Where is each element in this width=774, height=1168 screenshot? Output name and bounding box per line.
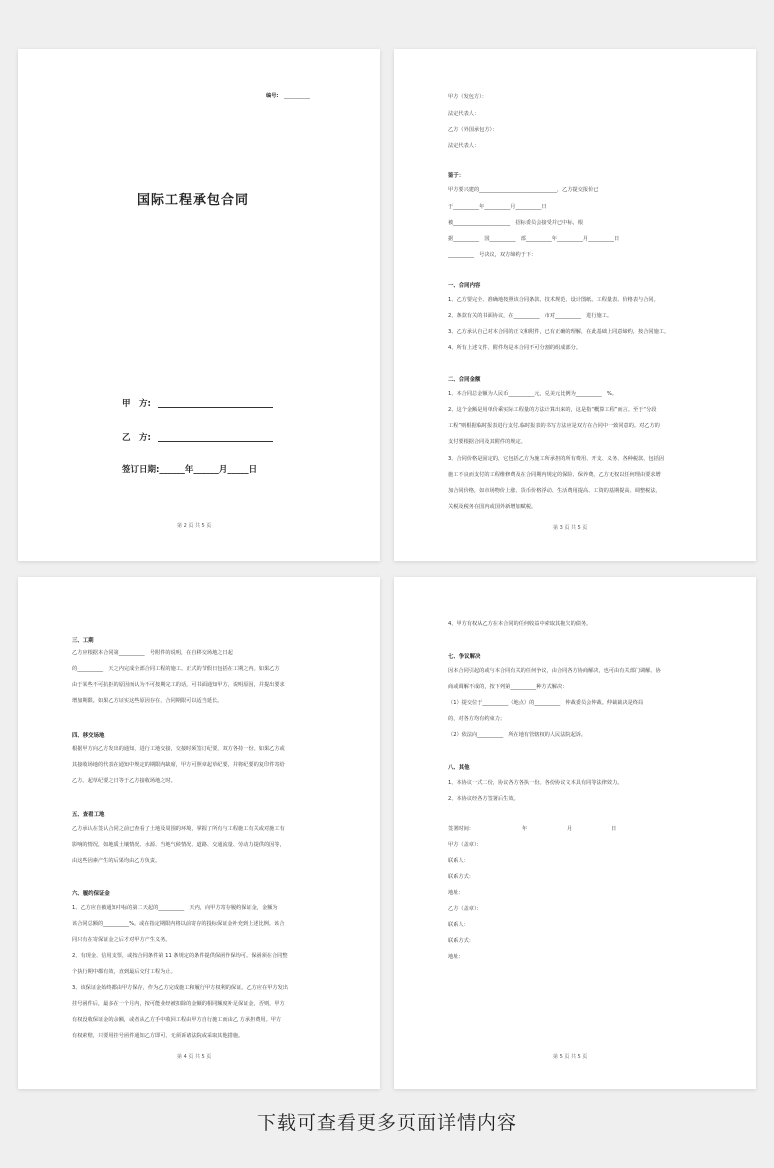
party-b-rep-field: 法定代表人： bbox=[448, 143, 480, 149]
sign-time-day: 日 bbox=[611, 826, 617, 832]
clause-line: 个执行期中都有效，直到最后交付工程为止。 bbox=[72, 969, 176, 975]
clause-line: 加合同价格，如市场物价上涨、货币价格浮动、生活费用提高、工资的基期提高、调整税法、 bbox=[448, 488, 661, 494]
clause-line: 支付要根据合同及其附件的规定。 bbox=[448, 439, 526, 445]
section-title: 六、履约保证金 bbox=[72, 891, 110, 897]
clause-line: 1、乙方应自被通知中标的第二天起的__________ 天内，向甲方寄存履约保证金，金额为 bbox=[72, 905, 278, 911]
contract-page-3 bbox=[18, 577, 380, 1089]
party-a-rep-field: 法定代表人： bbox=[448, 111, 480, 117]
clause-line: 挂号函件后，最多在一个月内，按可能业经被扣除的金额的相同额度补足保证金，否则，甲方 bbox=[72, 1001, 285, 1007]
clause-line: 其接收场地的代表在通知中规定的期限内缺席，甲方可照章起草纪要，并将纪要的复印件寄给 bbox=[72, 762, 285, 768]
contract-page-cover bbox=[18, 49, 380, 561]
page-number: 第 3 页 共 5 页 bbox=[553, 525, 588, 531]
whereas-line: 甲方要兴建的______________________________，乙方提交报价已 bbox=[448, 187, 599, 193]
signature-field: 地址： bbox=[448, 954, 464, 960]
clause-line: 根据甲方向乙方发出的通知，进行工地交接，交接时须签订纪要，双方各持一份。如果乙方或 bbox=[72, 746, 285, 752]
clause-line: 1、本协议一式二份，协议各方各执一份。各份协议文本具有同等法律效力。 bbox=[448, 780, 623, 786]
whereas-line: 据__________ 国__________ 部__________年__________月__________日 bbox=[448, 236, 620, 242]
clause-line: 2、本协议经各方签署后生效。 bbox=[448, 796, 519, 802]
contract-page-2 bbox=[394, 49, 756, 561]
section-title: 三、工期 bbox=[72, 638, 94, 644]
clause-line: 2、条款有关的书面协议，在__________ 市对__________ 进行施工。 bbox=[448, 313, 613, 319]
clause-line: 同只有在寄保证金之后才对甲方产生义务。 bbox=[72, 937, 171, 943]
clause-line: 影响的情况，如地质土壤情况、水源、当地气候情况、道路、交通流量、劳动力提供的因等， bbox=[72, 842, 285, 848]
clause-line: 3、该保证金始终都由甲方保存，作为乙方完成施工和履行甲方权利的保证。乙方应在甲方发出 bbox=[72, 985, 288, 991]
clause-line: 施工不良而支付的工程维修费及在合同期内规定的保险、保养费。乙方无权以任何理由要求增 bbox=[448, 472, 661, 478]
contract-number-blank: __________ bbox=[284, 93, 310, 99]
clause-line: 乙方承认在签认合同之前已查看了土地及周围的环境，掌握了所有与工程施工有关或对施工有 bbox=[72, 826, 285, 832]
clause-line: 该合同总额的__________%。或在指定期限内将以前寄存的投标保证金补充到上述比例。该合 bbox=[72, 921, 285, 927]
party-b-line bbox=[158, 441, 273, 442]
footer-caption: 下载可查看更多页面详情内容 bbox=[256, 1112, 517, 1134]
clause-line: （2）依法向__________ 所在地有管辖权的人民法院起诉。 bbox=[448, 732, 587, 738]
whereas-line: 于__________年__________月__________日 bbox=[448, 204, 547, 210]
party-b-field: 乙方（外国承包方）： bbox=[448, 127, 498, 133]
party-a-field: 甲方（发包方）： bbox=[448, 94, 487, 100]
clause-line: 3、合同价格是固定的，它包括乙方为施工所承担的所有费用、开支、义务、各种税款，包括因 bbox=[448, 456, 664, 462]
clause-line: 3、乙方承认自己对本合同的正文和附件，已有正确的理解，在此基础上同意缔约，按合同施工。 bbox=[448, 329, 670, 335]
contract-number-label: 编号: bbox=[266, 93, 279, 99]
sign-time-label: 签署时间： bbox=[448, 826, 474, 832]
clause-line: 乙方。起草纪要之日等于乙方接收场地之时。 bbox=[72, 778, 176, 784]
contract-title: 国际工程承包合同 bbox=[137, 193, 250, 208]
clause-line: 由于某些不可抗拒的原因而认为不可按期完工的话，可书面通知甲方，说明原因，并提出要求 bbox=[72, 682, 285, 688]
signature-field: 联系人： bbox=[448, 858, 469, 864]
clause-line: 乙方应根据本合同第__________ 号附件的说明，在自移交场地之日起 bbox=[72, 650, 233, 656]
clause-line: 增加期限。如果乙方证实这些原因存在，合同期限可以适当延长。 bbox=[72, 698, 223, 704]
clause-line: 的，对各方均有约束力； bbox=[448, 716, 506, 722]
clause-line: 4、甲方有权从乙方在本合同的任何收益中索取其拖欠的债务。 bbox=[448, 621, 592, 627]
clause-line: 有权没收保证金的余额，或者从乙方手中收回工程由甲方自行施工而由乙 方承担费用。甲方 bbox=[72, 1017, 282, 1023]
clause-line: 因本合同引起的或与本合同有关的任何争议，由合同各方协商解决，也可由有关部门调解。协 bbox=[448, 668, 661, 674]
clause-line: 商或调解不成的，按下列第__________种方式解决： bbox=[448, 684, 568, 690]
section-title: 五、查看工地 bbox=[72, 812, 105, 818]
page-number: 第 2 页 共 5 页 bbox=[177, 523, 212, 529]
clause-line: （1）提交位于__________（地点）的__________ 仲裁委员会仲裁。仲裁裁决是终局 bbox=[448, 700, 644, 706]
signature-field: 联系人： bbox=[448, 922, 469, 928]
sign-date: 签订日期:______年______月_____日 bbox=[122, 465, 258, 475]
party-a-line bbox=[158, 407, 273, 408]
party-a-label: 甲 方: bbox=[122, 399, 151, 409]
clause-line: 关税及税务在国内或国外新增加赋税。 bbox=[448, 504, 537, 510]
section-title: 七、争议解决 bbox=[448, 654, 481, 660]
clause-line: 有权索赔，只要用挂号函件通知乙方即可，无须诉诸法院或采取其他措施。 bbox=[72, 1033, 244, 1039]
page-number: 第 5 页 共 5 页 bbox=[553, 1054, 588, 1060]
whereas-title: 鉴于： bbox=[448, 173, 465, 179]
contract-page-4 bbox=[394, 577, 756, 1089]
section-title: 八、其他 bbox=[448, 765, 470, 771]
sign-time-month: 月 bbox=[567, 826, 573, 832]
signature-field: 联系方式： bbox=[448, 874, 474, 880]
clause-line: 由这些因素产生的后果均由乙方负责。 bbox=[72, 858, 161, 864]
signature-field: 地址： bbox=[448, 890, 464, 896]
section-title: 四、移交场地 bbox=[72, 733, 105, 739]
signature-field: 联系方式： bbox=[448, 938, 474, 944]
clause-line: 1、本合同总金额为人民币__________元，兑美元比例为__________ %。 bbox=[448, 391, 618, 397]
whereas-line: 被______________________ 招标委员会接受并已中标，根 bbox=[448, 220, 583, 226]
clause-line: 2、有现金、信用支票，或按合同条件第 11 条规定的条件提供保函作保均可。保函须在合同整 bbox=[72, 953, 288, 959]
whereas-line: __________ 号决议，双方缔约于下： bbox=[448, 252, 537, 258]
page-number: 第 4 页 共 5 页 bbox=[177, 1054, 212, 1060]
clause-line: 2、这个金额是用单价乘实际工程量的方法计算出来的，这是指“概算工程”而言。至于“分段 bbox=[448, 407, 657, 413]
clause-line: 4、所有上述文件、附件均是本合同不可分割的组成部分。 bbox=[448, 345, 581, 351]
party-b-label: 乙 方: bbox=[122, 433, 151, 443]
signature-field: 乙方（盖章）： bbox=[448, 906, 482, 912]
section-title: 二、合同金额 bbox=[448, 377, 481, 383]
sign-time-year: 年 bbox=[522, 826, 528, 832]
section-title: 一、合同内容 bbox=[448, 283, 481, 289]
clause-line: 1、乙方要完全、准确地按照该合同条款、技术规范、设计图纸、工程量表、价格表与合同。 bbox=[448, 297, 659, 303]
clause-line: 工程”则根据临时报表进行支付,临时报表的书写方法应是双方在合同中一致同意的。对乙方的 bbox=[448, 423, 660, 429]
signature-field: 甲方（盖章）： bbox=[448, 842, 482, 848]
clause-line: 的__________ 天之内完成全部合同工程的施工。正式的节假日包括在工期之内。如果乙方 bbox=[72, 666, 280, 672]
